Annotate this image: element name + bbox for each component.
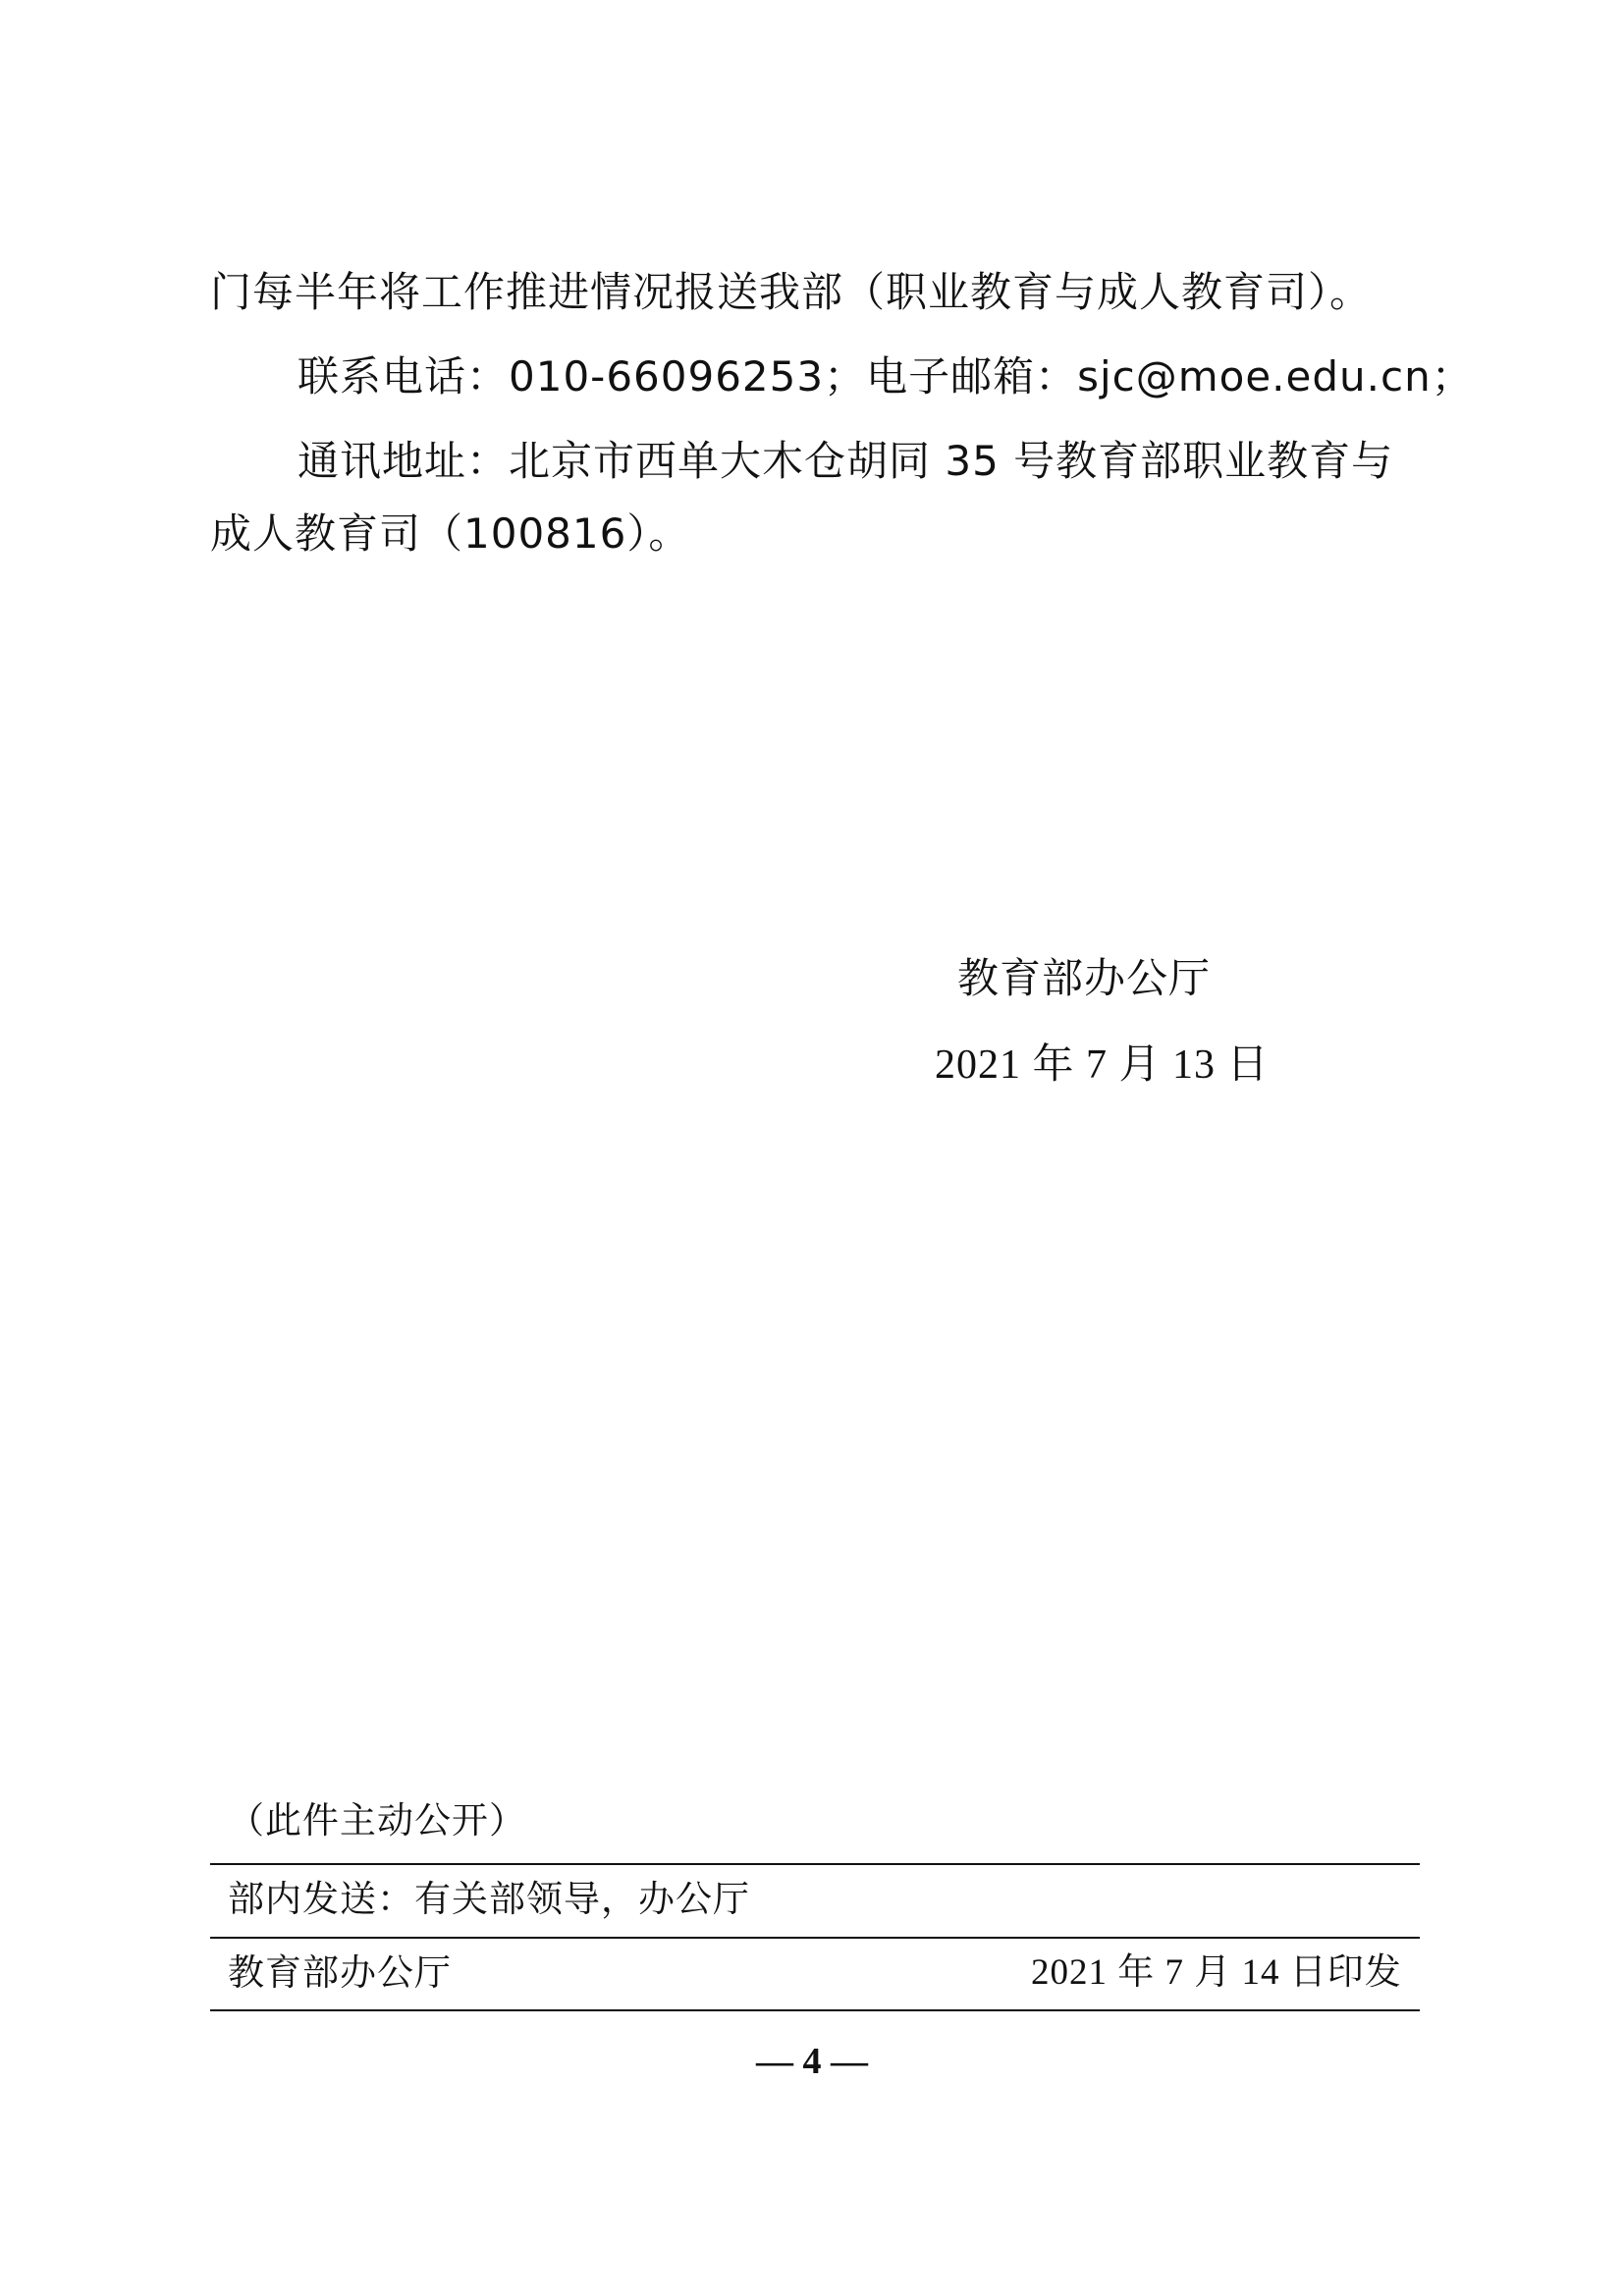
footer-rule-middle: [210, 1937, 1420, 1939]
issue-date: 2021 年 7 月 14 日印发: [1031, 1952, 1402, 1993]
public-disclosure-note: （此件主动公开）: [228, 1799, 526, 1842]
footer-rule-top: [210, 1863, 1420, 1865]
address-line: 通讯地址：北京市西单大木仓胡同 35 号教育部职业教育与: [298, 437, 1394, 485]
page-number: — 4 —: [756, 2041, 868, 2082]
address-line-continued: 成人教育司（100816）。: [210, 509, 691, 558]
body-text-line: 门每半年将工作推进情况报送我部（职业教育与成人教育司）。: [210, 268, 1373, 316]
signature-date: 2021 年 7 月 13 日: [935, 1042, 1270, 1088]
distribution-list: 部内发送：有关部领导，办公厅: [228, 1878, 750, 1920]
signature-organization: 教育部办公厅: [957, 954, 1212, 1002]
footer-rule-bottom: [210, 2009, 1420, 2011]
contact-line: 联系电话：010-66096253；电子邮箱：sjc@moe.edu.cn；: [298, 352, 1474, 400]
issuing-office: 教育部办公厅: [228, 1951, 452, 1994]
